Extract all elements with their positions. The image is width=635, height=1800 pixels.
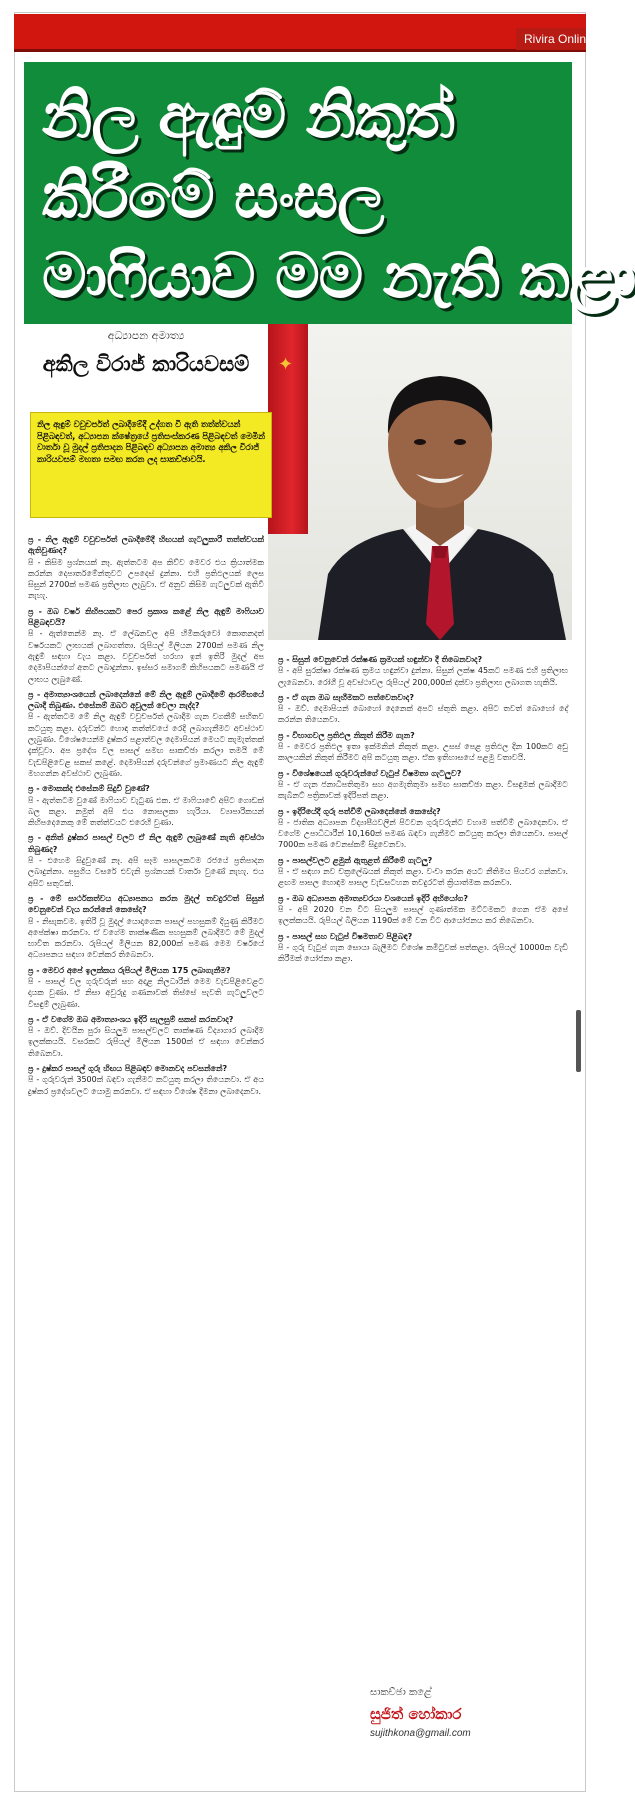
interview-question: ප්‍ර - ඔබ අධ්‍යාපන අමාත්‍යවරයා වශයෙන් ඉදිරි අභියෝග? [278,893,468,903]
byline-name: සුජිත් හෝකාර [370,1705,462,1723]
interview-answer: පි - ඇත්තටම වුණේ මාෆියාව වැටුණ එක. ඒ මාෆියාවේ අපිට ගොඩක් බල කළා. නමුත් අපි එය නොසලකා හැරියා. ව්‍යාපාරිකයන් කිහිපදෙනෙකු මේ තත්ත්වයට එරෙහි වුණා. [28,795,264,828]
interview-question: ප්‍ර - පාසල්වලට ළමුන් ඇතුළත් කිරීමේ ගැටලු? [278,855,433,865]
interview-answer: පි - ඔව්. දිවයින පුරා සියලුම පාසල්වලට තාක්ෂණ විද්‍යාගාර ලබාදීම ඉලක්කයයි. වසරකට රුපියල් මිලියන 1500ක් ඒ සඳහා වෙන්කර තිබෙනවා. [28,1026,264,1058]
top-banner [14,14,593,52]
headline-line-1: නිල ඇඳුම් නිකුත් [42,79,454,152]
author-block [24,328,268,398]
interview-answer: පි - ගුරු වැටුප් ගැන සොයා බැලීමට විශේෂ කමිටුවක් පත්කළා. රුපියල් 10000ක වැඩි කිරීමක් යෝජනා කළා. [278,942,568,964]
flag-graphic [268,324,308,534]
interview-question: ප්‍ර - මේ සාර්ථකත්වය අධ්‍යාපනය කරන මුදල් තවදුරටත් සිසුන් වෙනුවෙන් වැය කරන්නේ කෙසේද? [28,893,264,915]
interview-question: ප්‍ර - ඔබ වර්ෂ කිහිපයකට පෙර ප්‍රකාශ කළේ නිල ඇඳුම් මාෆියාව පිළිබඳවයි? [28,606,264,628]
interview-answer: පි - පාසල් වල ගුරුවරුන් සහ අදාළ නිලධාරීන් මෙම වැඩපිළිවෙළට දායක වුණා. ඒ නිසා අවුරුදු ගණනාවක් තිස්සේ පැවති ගැටලුවලට විසඳුම් ලැබුණා. [28,976,264,1009]
brand-logo[interactable]: Rivira Online [516,28,586,50]
author-name: අකිල විරාජ් කාරියවසම් [42,352,250,376]
interview-question: ප්‍ර - ඉදිරියේදී ගුරු පත්වීම් ලබාදෙන්නේ කෙසේද? [278,806,441,816]
interview-question: ප්‍ර - විභාගවල ප්‍රතිඵල නිකුත් කිරීම ගැන? [278,730,415,740]
interview-answer: පි - අපි සුරක්ෂා රක්ෂණ ක්‍රමය හඳුන්වා දුන්නා. සිසුන් ලක්ෂ 45කට පමණ එහි ප්‍රතිලාභ ලැබෙනවා. රෝගී වූ අවස්ථාවල රුපියල් 200,000ක් දක්වා ප්‍රතිලාභ ලබාගත හැකියි. [278,666,568,687]
interview-question: ප්‍ර - අනිත් දුෂ්කර පාසල් වලට ඒ නිල ඇඳුම් ලැබුණේ නැති අවස්ථා තිබුණද? [28,833,264,854]
headline-box [24,62,635,324]
byline-role: සාකච්ඡා කළේ [370,1687,432,1698]
interview-question: ප්‍ර - මෙවර අපේ ඉලක්කය රුපියල් මිලියන 175 ලබාගැනීම? [28,965,231,975]
interview-question: ප්‍ර - නිල ඇඳුම් වවුචර්පත් ලබාදීමේදී හිඟයක් ගැටලුකාරී තත්ත්වයක් ඇතිවුණාද? [28,535,264,556]
interview-answer: පි - එහෙම සිදුවුණේ නෑ. අපි සෑම පාසලකටම රජයේ ප්‍රතිපාදන ලබාදුන්නා. පසුගිය වසරේ එවැනි ප්‍රශ්නයක් වාර්තා වුණේ නැහැ. එය අපිට සතුටක්. [28,856,264,888]
author-title: අධ්‍යාපන අමාත්‍ය [107,329,185,342]
flag-emblem-icon: ✦ [278,354,294,375]
interview-answer: පි - ඒ ගැන ජනාධිපතිතුමා සහ අගමැතිතුමා සමඟ සාකච්ඡා කළා. විසඳුමක් ලබාදීමට කැබිනට් පත්‍රිකාවක් ඉදිරිපත් කළා. [278,779,568,801]
interview-question: ප්‍ර - ඒ ගැන ඔබ සෑහීමකට පත්වෙනවාද? [278,692,414,702]
interview-answer: පි - අපි 2020 වන විට සියලුම පාසල් ගුණාත්මක මට්ටමකට ගෙන ඒම අපේ ඉලක්කයයි. රුපියල් බිලියන 1190ක් මේ වන විට ආයෝජනය කර තිබෙනවා. [278,904,568,926]
interview-answer: පි - ජාතික අධ්‍යාපන විද්‍යාපීඨවලින් පිටවන ගුරුවරුන්ට වහාම පත්වීම් ලබාදෙනවා. ඒ වගේම උපාධිධාරීන් 10,160ක් පමණ බඳවා ගැනීමට කටයුතු කරලා තියෙනවා. පාසල් 7000ක පමණ වෙනස්කම් සිදුවෙනවා. [278,817,568,850]
interview-question: ප්‍ර - ඒ වගේම ඔබ අමාත්‍යාංශය ඉදිරි සැලසුම් සකස් කරනවාද? [28,1014,234,1024]
interview-answer: පි - මෙවර ප්‍රතිඵල ඉතා ඉක්මනින් නිකුත් කළා. උසස් පෙළ ප්‍රතිඵල දින 100කට අඩු කාලයකින් නිකුත් කිරීමට අපි කටයුතු කළා. ඒක ඉතිහාසයේ පළමු වතාවයි. [278,742,568,763]
interview-question: ප්‍ර - අමාත්‍යාංශයෙන් ලබාදෙන්නේ මේ නිල ඇඳුම් ලබාදීමේ ආරම්භයේ ලබාදී තිබුණා. එසේනම් ඔබට අවුලක් වෙලා නැද්ද? [28,689,264,711]
interview-question: ප්‍ර - සිසුන් වෙනුවෙන් රක්ෂණ ක්‍රමයක් හඳුන්වා දී තිබෙනවාද? [278,655,483,664]
interview-answer: පි - ඒ සඳහා නව චක්‍රලේඛයක් නිකුත් කළා. වංචා කරන අයට නීතිමය පියවර ගන්නවා. ළඟම පාසල හොඳම පාසල වැඩසටහන තවදුරටත් ක්‍රියාත්මක කරනවා. [278,867,568,888]
interview-question: ප්‍ර - මොකක්ද එසේනම් සිදුවී වුණේ? [28,784,150,794]
intro-summary-box: නිල ඇඳුම් වවුචර්පත් ලබාදීමේදී උද්ගත වී ඇති තත්ත්වයන් පිළිබඳවත්, අධ්‍යාපන ක්ෂේත්‍රයේ ප්‍රතිසංස්කරණ පිළිබඳවත් මෙමින් වාර්තා වූ මුදල් ප්‍රතිපාදන පිළිබඳව අධ්‍යාපන අමාත්‍ය අකිල විරාජ් කාරියවසම් මහතා සමඟ කරන ලද සාකච්ඡාවයි. [30,412,272,518]
interview-answer: පි - නිසැකවම. ඉතිරි වූ මුදල් යොදාගෙන පාසල් පහසුකම් දියුණු කිරීමට අපේක්ෂා කරනවා. ඒ වගේම තාක්ෂණික පහසුකම් ලබාදීමට මේ මුදල් භාවිත කරනවා. රුපියල් මිලියන 82,000ක් පමණ මෙම වර්ෂයේ අධ්‍යාපනය සඳහා වෙන්කර තිබෙනවා. [28,916,264,960]
headline-line-3: මාෆියාව මම නැති කළා [42,239,635,312]
interview-answer: පි - කිසිම ප්‍රශ්නයක් නෑ. ඇත්තටම අප කිව්ව මෙවර එය ක්‍රියාත්මක කරන්න දෙපාර්තමේන්තුවට උපදෙස් දුන්නා. එහි ප්‍රතිඵලයක් ලෙස සිසුන් 2700ක් පමණ ප්‍රතිලාභ ලැබුවා. ඒ අනුව කිසිම ගැටලුවක් ඇතිවී නැහැ. [28,557,264,601]
portrait-photo [268,324,572,640]
article-column-left [28,530,264,1755]
interview-answer: පි - ඇත්තටම මේ නිල ඇඳුම් වවුචර්පත් ලබාදීම ගැන වගකීම් සහිතව කටයුතු කළා. දරුවන්ට හොඳ තත්ත්වයේ රෙදි ලබාගැනීමට අවස්ථාව ලැබුණා. විශේෂයෙන්ම දුෂ්කර පළාත්වල දෙමාපියන් මෙයට කැමැත්තක් දැක්වූවා. අප ප්‍රදේශ වල පාසල් සමඟ සාකච්ඡා කරලා තමයි මේ වැඩපිළිවෙළ සකස් කළේ. දෙමාපියන් දරුවන්ගේ ප්‍රමාණයට නිල ඇඳුම් මහගන්න අවස්ථාව ලැබුණා. [28,712,265,778]
byline-email[interactable]: sujithkona@gmail.com [370,1728,471,1739]
scrollbar-thumb[interactable] [576,1010,581,1072]
interview-question: ප්‍ර - පාසල් සහ වැටුප් විෂමතාව පිළිබඳ? [278,931,413,941]
interview-question: ප්‍ර - දුෂ්කර පාසල් ගුරු හිඟය පිළිබඳව මොනවද පවසන්නේ? [28,1064,228,1074]
byline [370,1686,570,1764]
person-illustration [308,324,572,640]
interview-answer: පි - ඇත්තෙන්ම නෑ. ඒ ලේඛනවල අපි හිමිකරුවෝ කොතනදත් වර්ෂයකට ලාභයක් ලබාගත්තා. රුපියල් මිලියන 2700ක් පමණ නිල ඇඳුම් සඳහා වැය කළා. වවුචර්පත් හරහා ඉන් ඉතිරි මුදල් අප දෙමාපියන්ගේ අතට ලබාදුන්නා. ඉස්සර සමාගම් කිහිපයකට පමණයි ඒ ලාභය ලැබුණේ. [28,629,264,684]
interview-answer: පි - ගුරුවරුන් 3500ක් බඳවා ගැනීමට කටයුතු කරලා තියෙනවා. ඒ අය දුෂ්කර ප්‍රදේශවලට යොමු කරනවා. ඒ සඳහා විශේෂ දීමනා ලබාදෙනවා. [28,1075,264,1096]
interview-question: ප්‍ර - විශේෂයෙන් ගුරුවරුන්ගේ වැටුප් විෂමතා ගැටලුව? [278,768,462,778]
article-column-right [278,650,568,1800]
headline-line-2: කිරීමේ සංසල [42,159,384,232]
interview-answer: පි - ඔව්. දෙමාපියන් බොහෝ දෙනෙක් අපට ස්තුති කළා. අපිට තවත් බොහෝ දේ කරන්න තියෙනවා. [278,704,568,725]
